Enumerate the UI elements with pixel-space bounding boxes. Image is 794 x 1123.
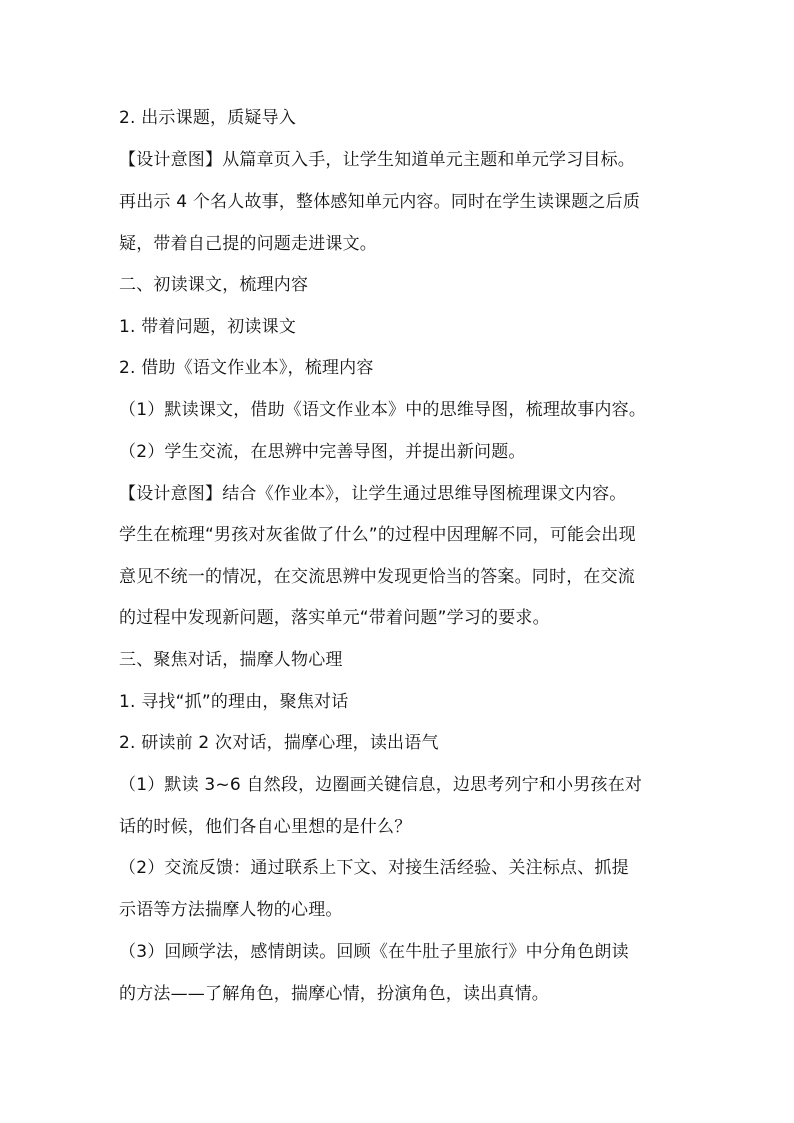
paragraph-line: 再出示 4 个名人故事，整体感知单元内容。同时在学生读课题之后质 — [119, 192, 641, 212]
paragraph-line: 学生在梳理“男孩对灰雀做了什么”的过程中因理解不同，可能会出现 — [119, 525, 636, 545]
section-step-heading: 2. 研读前 2 次对话，揣摩心理，读出语气 — [119, 733, 439, 753]
paragraph-line: 的方法——了解角色，揣摩心情，扮演角色，读出真情。 — [119, 984, 549, 1004]
paragraph-line: 的过程中发现新问题，落实单元“带着问题”学习的要求。 — [119, 608, 550, 628]
section-step-heading: 1. 带着问题，初读课文 — [119, 317, 297, 337]
paragraph-line: 示语等方法揣摩人物的心理。 — [119, 900, 343, 920]
section-step-heading: 2. 借助《语文作业本》，梳理内容 — [119, 358, 374, 378]
design-intent-paragraph-line: 【设计意图】结合《作业本》，让学生通过思维导图梳理课文内容。 — [119, 484, 627, 504]
sub-step-line: （2）交流反馈：通过联系上下文、对接生活经验、关注标点、抓提 — [119, 858, 629, 878]
paragraph-line: 疑，带着自己提的问题走进课文。 — [119, 234, 377, 254]
sub-step-line: （1）默读 3~6 自然段，边圈画关键信息，边思考列宁和小男孩在对 — [119, 775, 643, 795]
section-heading: 三、聚焦对话，揣摩人物心理 — [119, 650, 343, 670]
design-intent-paragraph-line: 【设计意图】从篇章页入手，让学生知道单元主题和单元学习目标。 — [119, 150, 635, 170]
section-heading: 二、初读课文，梳理内容 — [119, 275, 309, 295]
section-step-heading: 2. 出示课题，质疑导入 — [119, 108, 297, 128]
sub-step-line: （2）学生交流，在思辨中完善导图，并提出新问题。 — [119, 442, 526, 462]
paragraph-line: 话的时候，他们各自心里想的是什么？ — [119, 817, 412, 837]
section-step-heading: 1. 寻找“抓”的理由，聚焦对话 — [119, 692, 349, 712]
sub-step-line: （1）默读课文，借助《语文作业本》中的思维导图，梳理故事内容。 — [119, 400, 647, 420]
paragraph-line: 意见不统一的情况，在交流思辨中发现更恰当的答案。同时，在交流 — [119, 567, 635, 587]
sub-step-line: （3）回顾学法，感情朗读。回顾《在牛肚子里旅行》中分角色朗读 — [119, 942, 629, 962]
